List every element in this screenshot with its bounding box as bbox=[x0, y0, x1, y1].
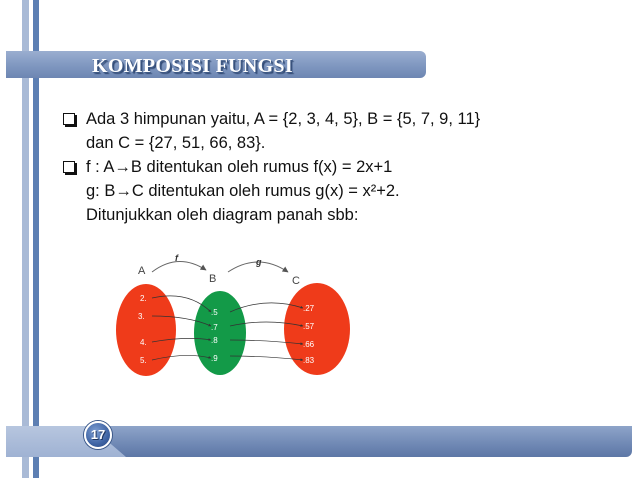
checkbox-bullet-icon bbox=[63, 113, 75, 125]
bullet-line: g: B→C ditentukan oleh rumus g(x) = x²+2. bbox=[86, 182, 400, 200]
set-c-element: .27 bbox=[303, 304, 315, 313]
mapping-g-label: g bbox=[256, 257, 262, 267]
set-b-element: .8 bbox=[211, 336, 218, 345]
set-c-label: C bbox=[292, 275, 300, 287]
set-c-element: .57 bbox=[303, 322, 315, 331]
set-c-ellipse bbox=[284, 283, 350, 375]
slide-title: KOMPOSISI FUNGSI bbox=[92, 55, 293, 77]
set-b-element: .9 bbox=[211, 354, 218, 363]
bullet-item-functions bbox=[62, 155, 622, 227]
set-b-element: .5 bbox=[211, 308, 218, 317]
bullet-line: f : A→B ditentukan oleh rumus f(x) = 2x+1 bbox=[86, 158, 393, 176]
checkbox-bullet-icon bbox=[63, 161, 75, 173]
set-c-element: .83 bbox=[303, 356, 315, 365]
mapping-f-label: f bbox=[175, 253, 178, 263]
set-c-element: .66 bbox=[303, 340, 315, 349]
bullet-line: Ditunjukkan oleh diagram panah sbb: bbox=[86, 206, 359, 224]
set-a-element: 4. bbox=[140, 338, 147, 347]
set-a-element: 2. bbox=[140, 294, 147, 303]
bullet-line: dan C = {27, 51, 66, 83}. bbox=[86, 134, 266, 152]
set-a-label: A bbox=[138, 265, 146, 277]
bullet-list bbox=[62, 107, 622, 227]
bullet-item-sets bbox=[62, 107, 622, 155]
set-b-ellipse bbox=[194, 291, 246, 375]
page-number-badge: 17 bbox=[84, 421, 112, 449]
set-a-element: 5. bbox=[140, 356, 147, 365]
bullet-line: Ada 3 himpunan yaitu, A = {2, 3, 4, 5}, B = {5, 7, 9, 11} bbox=[86, 110, 481, 128]
set-b-element: .7 bbox=[211, 323, 218, 332]
set-b-label: B bbox=[209, 273, 217, 285]
set-a-element: 3. bbox=[138, 312, 145, 321]
arrow-diagram bbox=[108, 250, 360, 380]
mapping-f-arrow bbox=[152, 261, 206, 272]
